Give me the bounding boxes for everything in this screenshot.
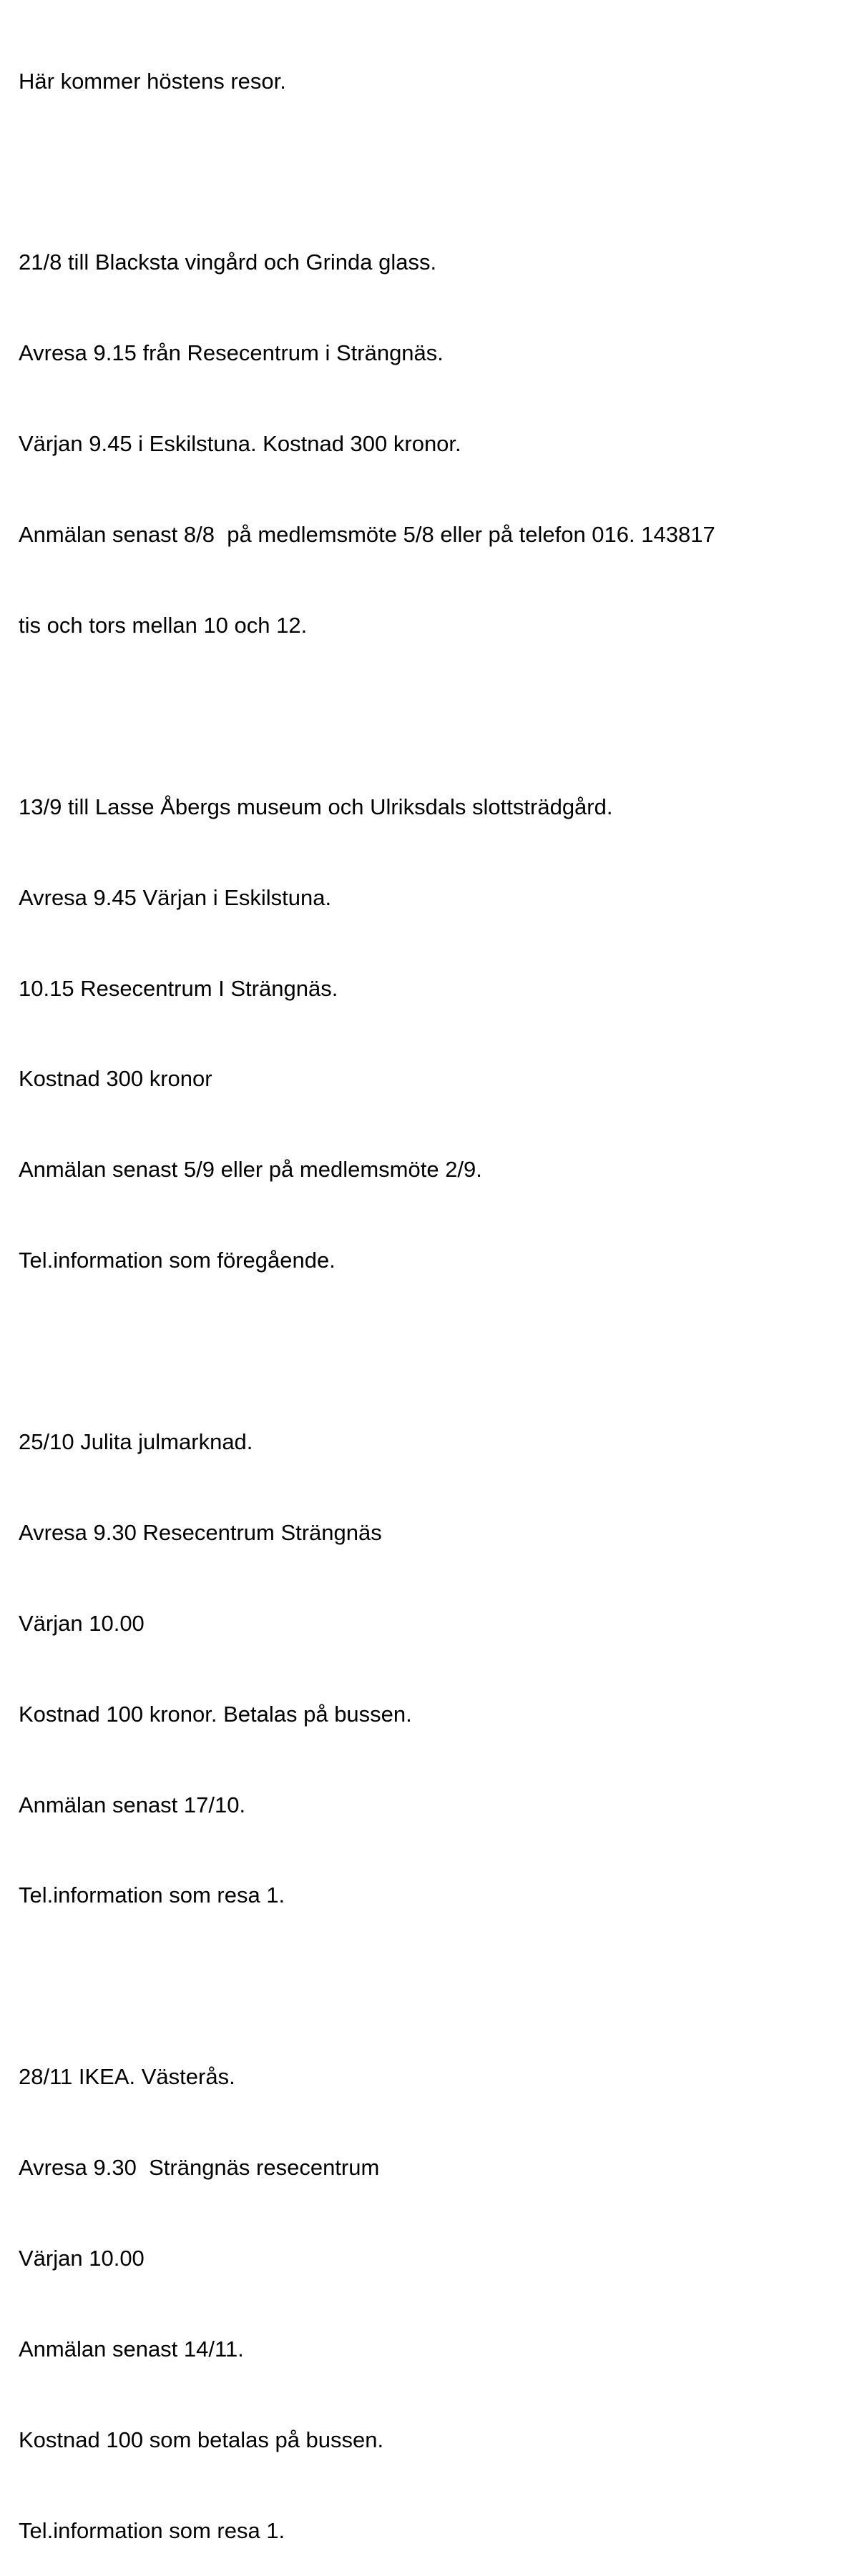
text-line: tis och tors mellan 10 och 12. [19,612,308,638]
text-line: Anmälan senast 5/9 eller på medlemsmöte 2/9. [19,1157,482,1183]
text-line: 25/10 Julita julmarknad. [19,1428,253,1454]
text-line: Anmälan senast 17/10. [19,1792,246,1817]
note-text [19,6,838,2576]
blank-line [19,157,838,187]
text-line: Tel.information som resa 1. [19,2517,285,2543]
blank-line [19,1336,838,1366]
blank-line [19,1971,838,2001]
text-line: Kostnad 100 kronor. Betalas på bussen. [19,1701,412,1727]
text-line: Anmälan senast 8/8 på medlemsmöte 5/8 eller på telefon 016. 143817 [19,522,715,548]
text-line: Här kommer höstens resor. [19,68,286,94]
text-line: Kostnad 100 som betalas på bussen. [19,2427,384,2452]
text-line: Värjan 10.00 [19,2245,145,2271]
text-line: Avresa 9.30 Strängnäs resecentrum [19,2155,380,2181]
text-line: 21/8 till Blacksta vingård och Grinda glass. [19,250,437,275]
text-line: Värjan 9.45 i Eskilstuna. Kostnad 300 kronor. [19,431,461,457]
text-line: Avresa 9.15 från Resecentrum i Strängnäs. [19,340,444,366]
text-line: Kostnad 300 kronor [19,1066,212,1092]
text-line: Anmälan senast 14/11. [19,2336,244,2362]
text-line: 10.15 Resecentrum I Strängnäs. [19,975,338,1001]
text-line: Avresa 9.30 Resecentrum Strängnäs [19,1519,382,1545]
text-line: Tel.information som resa 1. [19,1882,285,1908]
text-line: Tel.information som föregående. [19,1248,336,1273]
text-line: Värjan 10.00 [19,1610,145,1636]
text-line: 28/11 IKEA. Västerås. [19,2064,235,2090]
blank-line [19,701,838,731]
text-line: 13/9 till Lasse Åbergs museum och Ulriksdals slottsträdgård. [19,794,613,819]
text-line: Avresa 9.45 Värjan i Eskilstuna. [19,884,332,910]
